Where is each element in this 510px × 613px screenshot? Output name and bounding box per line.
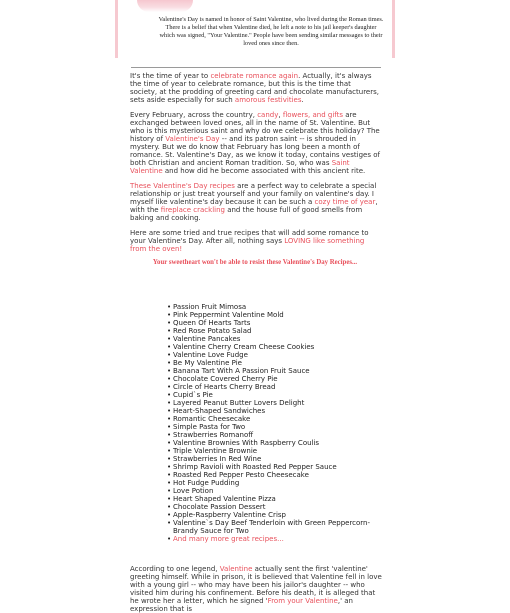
text: According to one legend, (130, 565, 220, 573)
recipe-item[interactable]: • Triple Valentine Brownie (173, 447, 393, 455)
recipe-item[interactable]: • Shrimp Ravioli with Roasted Red Pepper Sauce (173, 463, 393, 471)
link-flowers-gifts[interactable]: flowers, and gifts (282, 111, 344, 119)
recipe-item[interactable]: • Chocolate Covered Cherry Pie (173, 375, 393, 383)
recipe-item[interactable]: • Heart Shaped Valentine Pizza (173, 495, 393, 503)
recipe-item[interactable]: • Hot Fudge Pudding (173, 479, 393, 487)
text: are exchanged between loved ones, all in the name of St. Valentine. But who is this mysterious saint and why do we celebrate this holiday? The history of (130, 111, 380, 143)
recipe-list (167, 303, 393, 543)
recipe-item[interactable]: • Queen Of Hearts Tarts (173, 319, 393, 327)
text: and the house full of good smells from baking and cooking. (130, 206, 363, 222)
text: . Actually, it's always the time of year to celebrate romance, but this is the time that society, at the prodding of greeting card and chocolate manufacturers, sets aside especially for such (130, 72, 379, 104)
article-body (130, 72, 380, 260)
recipe-item[interactable]: • Roasted Red Pepper Pesto Cheesecake (173, 471, 393, 479)
link-loving-oven[interactable]: LOVING like something from the oven! (130, 237, 365, 253)
recipe-item[interactable]: • Circle of Hearts Cherry Bread (173, 383, 393, 391)
recipe-item[interactable]: • Cupid`s Pie (173, 391, 393, 399)
paragraph-4 (130, 229, 380, 253)
recipe-item[interactable]: • Valentine Love Fudge (173, 351, 393, 359)
recipe-item[interactable]: • Romantic Cheesecake (173, 415, 393, 423)
link-recipes[interactable]: These Valentine's Day recipes (130, 182, 235, 190)
recipe-item[interactable]: • Be My Valentine Pie (173, 359, 393, 367)
link-amorous-festivities[interactable]: amorous festivities (234, 96, 302, 104)
recipes-callout: Your sweetheart won't be able to resist these Valentine's Day Recipes... (152, 259, 358, 266)
link-cozy-time[interactable]: cozy time of year (314, 198, 376, 206)
text: Every February, across the country, (130, 111, 258, 119)
text: . (301, 96, 304, 104)
text: and how did he become associated with this ancient rite. (162, 167, 366, 175)
more-recipes-link[interactable]: • And many more great recipes... (173, 535, 393, 543)
recipe-item[interactable]: • Heart-Shaped Sandwiches (173, 407, 393, 415)
text: -- and its patron saint -- is shrouded in mystery. But we do know that February has long been a month of romance. St. Valentine's Day, as we know it today, contains vestiges of both Christian and ancient Roman tradition. So, who was (130, 135, 380, 167)
text: , with the (130, 198, 378, 214)
recipe-item[interactable]: • Valentine`s Day Beef Tenderloin with Green Peppercorn-Brandy Sauce for Two (173, 519, 393, 535)
recipe-item[interactable]: • Valentine Brownies With Raspberry Coulis (173, 439, 393, 447)
recipe-item[interactable]: • Love Potion (173, 487, 393, 495)
recipe-item[interactable]: • Strawberries In Red Wine (173, 455, 393, 463)
header-band (0, 0, 510, 58)
recipe-item[interactable]: • Red Rose Potato Salad (173, 327, 393, 335)
recipe-item[interactable]: • Simple Pasta for Two (173, 423, 393, 431)
link-celebrate-romance[interactable]: celebrate romance again (210, 72, 299, 80)
link-candy[interactable]: candy (257, 111, 279, 119)
recipe-item[interactable]: • Apple-Raspberry Valentine Crisp (173, 511, 393, 519)
text: ,' an expression that is (130, 597, 353, 613)
text: Here are some tried and true recipes that will add some romance to your Valentine's Day. After all, nothing says (130, 229, 369, 245)
recipe-item[interactable]: • Valentine Pancakes (173, 335, 393, 343)
text: actually sent the first 'valentine' greeting himself. While in prison, it is believed that Valentine fell in love with a young girl -- who may have been his jailor's daughter -- who visited him during his confinement. Before his death, it is alleged that he wrote her a letter, which he signed ' (130, 565, 382, 605)
intro-text: Valentine's Day is named in honor of Saint Valentine, who lived during the Roman times. There is a belief that when Valentine died, he left a note to his jail keeper's daughter which was signed, "Your Valentine." People have been sending similar messages to their loved ones since then. (158, 16, 384, 47)
link-saint-valentine[interactable]: Saint Valentine (130, 159, 350, 175)
recipe-item[interactable]: • Passion Fruit Mimosa (173, 303, 393, 311)
recipe-item[interactable]: • Banana Tart With A Passion Fruit Sauce (173, 367, 393, 375)
text: are a perfect way to celebrate a special relationship or just treat yourself and your family on valentine's day. I myself like valentine's day because it can be such a (130, 182, 377, 206)
text: It's the time of year to (130, 72, 211, 80)
link-fireplace[interactable]: fireplace crackling (160, 206, 225, 214)
paragraph-3 (130, 182, 380, 222)
legend-paragraph (130, 565, 382, 613)
recipe-item[interactable]: • Valentine Cherry Cream Cheese Cookies (173, 343, 393, 351)
link-valentine[interactable]: Valentine (219, 565, 253, 573)
paragraph-1 (130, 72, 380, 104)
recipe-item[interactable]: • Pink Peppermint Valentine Mold (173, 311, 393, 319)
link-from-your-valentine[interactable]: From your Valentine (267, 597, 338, 605)
recipe-item[interactable]: • Strawberries Romanoff (173, 431, 393, 439)
paragraph-2 (130, 111, 380, 175)
header-heart-image (137, 0, 193, 12)
recipe-item[interactable]: • Layered Peanut Butter Lovers Delight (173, 399, 393, 407)
text: , (278, 111, 283, 119)
link-valentines-day[interactable]: Valentine's Day (165, 135, 220, 143)
divider (131, 67, 381, 68)
recipe-item[interactable]: • Chocolate Passion Dessert (173, 503, 393, 511)
right-pink-stripe (392, 0, 395, 58)
left-pink-stripe (115, 0, 118, 58)
